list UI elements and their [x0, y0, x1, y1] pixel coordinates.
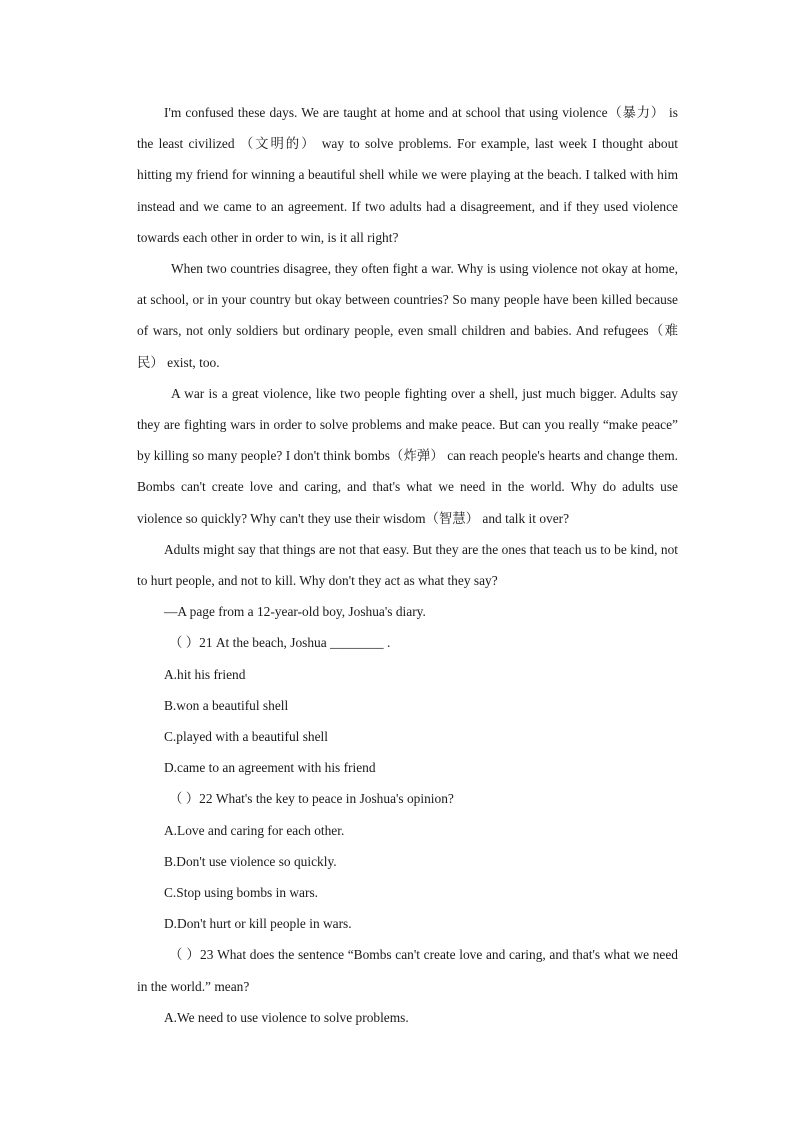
document-body [137, 97, 678, 1033]
option-b: B.Don't use violence so quickly. [164, 853, 337, 869]
question-23 [137, 939, 678, 1033]
option-a: A.hit his friend [164, 666, 246, 682]
question-22 [137, 783, 678, 939]
passage-paragraph-3: A war is a great violence, like two people fighting over a shell, just much bigger. Adults say they are fighting wars in order to solve problems and make peace. But can you really “make peace” by killing so many people? I don't think bombs（炸弹） can reach people's hearts and change them. Bombs can't create love and caring, and that's what we need in the world. Why do adults use violence so quickly? Why can't they use their wisdom（智慧） and talk it over? [137, 385, 678, 526]
option-b: B.won a beautiful shell [164, 697, 289, 713]
passage-paragraph-2: When two countries disagree, they often fight a war. Why is using violence not okay at home, at school, or in your country but okay between countries? So many people have been killed because of wars, not only soldiers but ordinary people, even small children and babies. And refugees（难民） exist, too. [137, 261, 678, 370]
passage-signature: —A page from a 12-year-old boy, Joshua's diary. [164, 604, 426, 620]
option-c: C.Stop using bombs in wars. [164, 885, 319, 901]
option-c: C.played with a beautiful shell [164, 729, 328, 745]
question-stem: （ ）21 At the beach, Joshua ________ . [169, 635, 391, 651]
passage-paragraph-1: I'm confused these days. We are taught at home and at school that using violence（暴力） is the least civilized （文明的） way to solve problems. For example, last week I thought about hitting my friend for winning a beautiful shell while we were playing at the beach. I talked with him instead and we came to an agreement. If two adults had a disagreement, and if they used violence towards each other in order to win, is it all right? [137, 105, 678, 245]
question-stem: （ ）22 What's the key to peace in Joshua's opinion? [169, 791, 454, 807]
option-a: A.We need to use violence to solve problems. [164, 1009, 409, 1025]
passage-paragraph-4: Adults might say that things are not that easy. But they are the ones that teach us to be kind, not to hurt people, and not to kill. Why don't they act as what they say? [137, 541, 678, 589]
option-d: D.Don't hurt or kill people in wars. [164, 916, 352, 932]
question-stem: （ ）23 What does the sentence “Bombs can't create love and caring, and that's what we need in the world.” mean? [137, 947, 678, 994]
option-d: D.came to an agreement with his friend [164, 760, 376, 776]
question-21 [137, 627, 678, 783]
option-a: A.Love and caring for each other. [164, 822, 345, 838]
